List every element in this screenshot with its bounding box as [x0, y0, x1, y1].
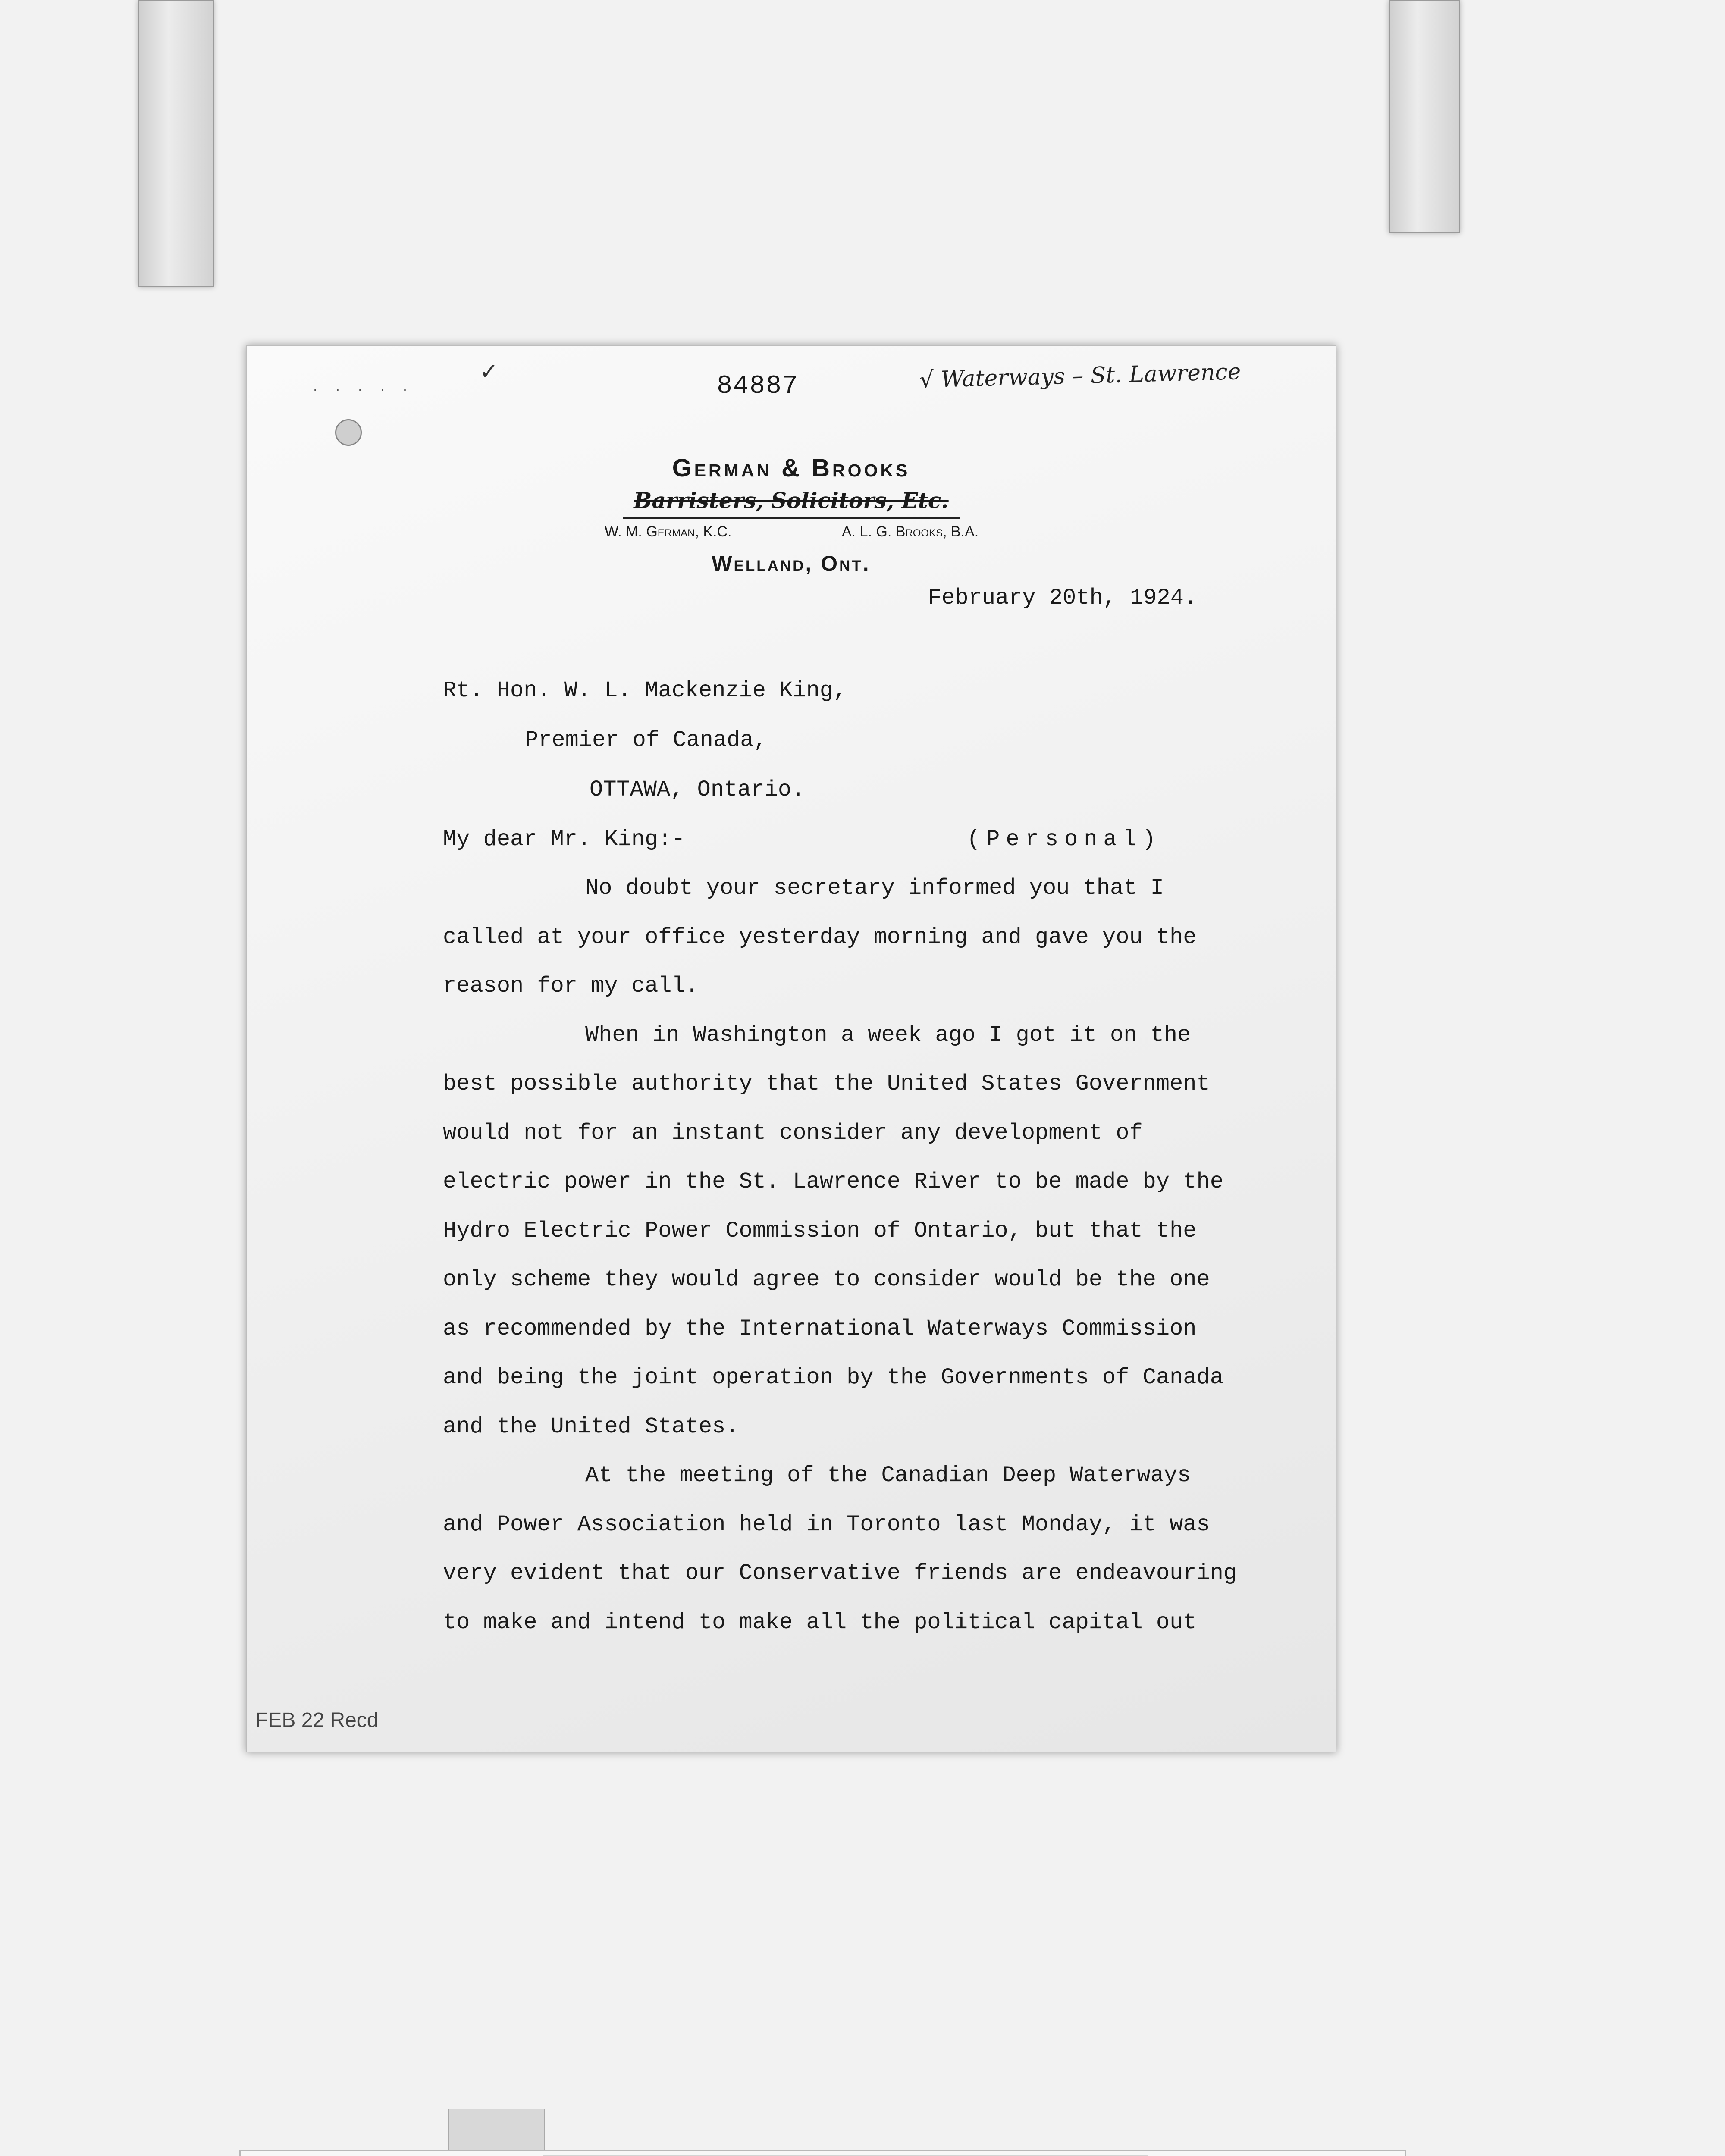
handwritten-annotation: √ Waterways – St. Lawrence [919, 359, 1242, 393]
body-line: would not for an instant consider any development of [443, 1120, 1143, 1146]
letter-date: February 20th, 1924. [928, 585, 1198, 611]
personal-note: (Personal) [967, 827, 1162, 852]
letter-page [246, 345, 1336, 1752]
partners [247, 523, 1336, 549]
body-line: reason for my call. [443, 973, 699, 999]
archive-label-panel [239, 2150, 1406, 2156]
check-mark-icon: ✓ [480, 360, 499, 386]
body-line: best possible authority that the United States Government [443, 1071, 1210, 1097]
body-line: and being the joint operation by the Governments of Canada [443, 1365, 1223, 1390]
received-stamp: FEB 22 Recd [255, 1709, 379, 1732]
punch-hole [335, 419, 362, 446]
body-line: called at your office yesterday morning and gave you the [443, 924, 1197, 950]
body-line: as recommended by the International Waterways Commission [443, 1316, 1197, 1341]
mounting-tape-bottom-middle [448, 2109, 545, 2156]
letterhead-rule [623, 517, 960, 519]
body-line: only scheme they would agree to consider would be the one [443, 1267, 1210, 1292]
firm-city: Welland, Ont. [712, 552, 871, 576]
body-line: Hydro Electric Power Commission of Ontario, but that the [443, 1218, 1197, 1244]
body-line: No doubt your secretary informed you that I [585, 875, 1164, 901]
body-line: When in Washington a week ago I got it on the [585, 1022, 1191, 1048]
body-line: very evident that our Conservative friends are endeavouring [443, 1561, 1237, 1586]
mounting-tape-top-left [138, 0, 214, 287]
body-line: and Power Association held in Toronto last Monday, it was [443, 1511, 1210, 1537]
letterhead [247, 454, 1336, 576]
margin-marks: . . . . . [311, 380, 413, 395]
partner-left: W. M. German, K.C. [605, 523, 732, 540]
salutation: My dear Mr. King:- [443, 827, 685, 852]
body-line: At the meeting of the Canadian Deep Waterways [585, 1463, 1191, 1488]
firm-name: German & Brooks [672, 454, 910, 482]
partner-right: A. L. G. Brooks, B.A. [842, 523, 979, 540]
document-number: 84887 [717, 372, 799, 401]
letter-body [443, 875, 1271, 1658]
body-line: and the United States. [443, 1413, 739, 1439]
address-line: OTTAWA, Ontario. [590, 777, 805, 802]
address-line: Premier of Canada, [525, 727, 767, 753]
firm-description: Barristers, Solicitors, Etc. [634, 488, 949, 513]
address-line: Rt. Hon. W. L. Mackenzie King, [443, 678, 847, 703]
body-line: to make and intend to make all the political capital out [443, 1609, 1197, 1635]
body-line: electric power in the St. Lawrence River to be made by the [443, 1169, 1223, 1194]
mounting-tape-top-right [1389, 0, 1460, 233]
